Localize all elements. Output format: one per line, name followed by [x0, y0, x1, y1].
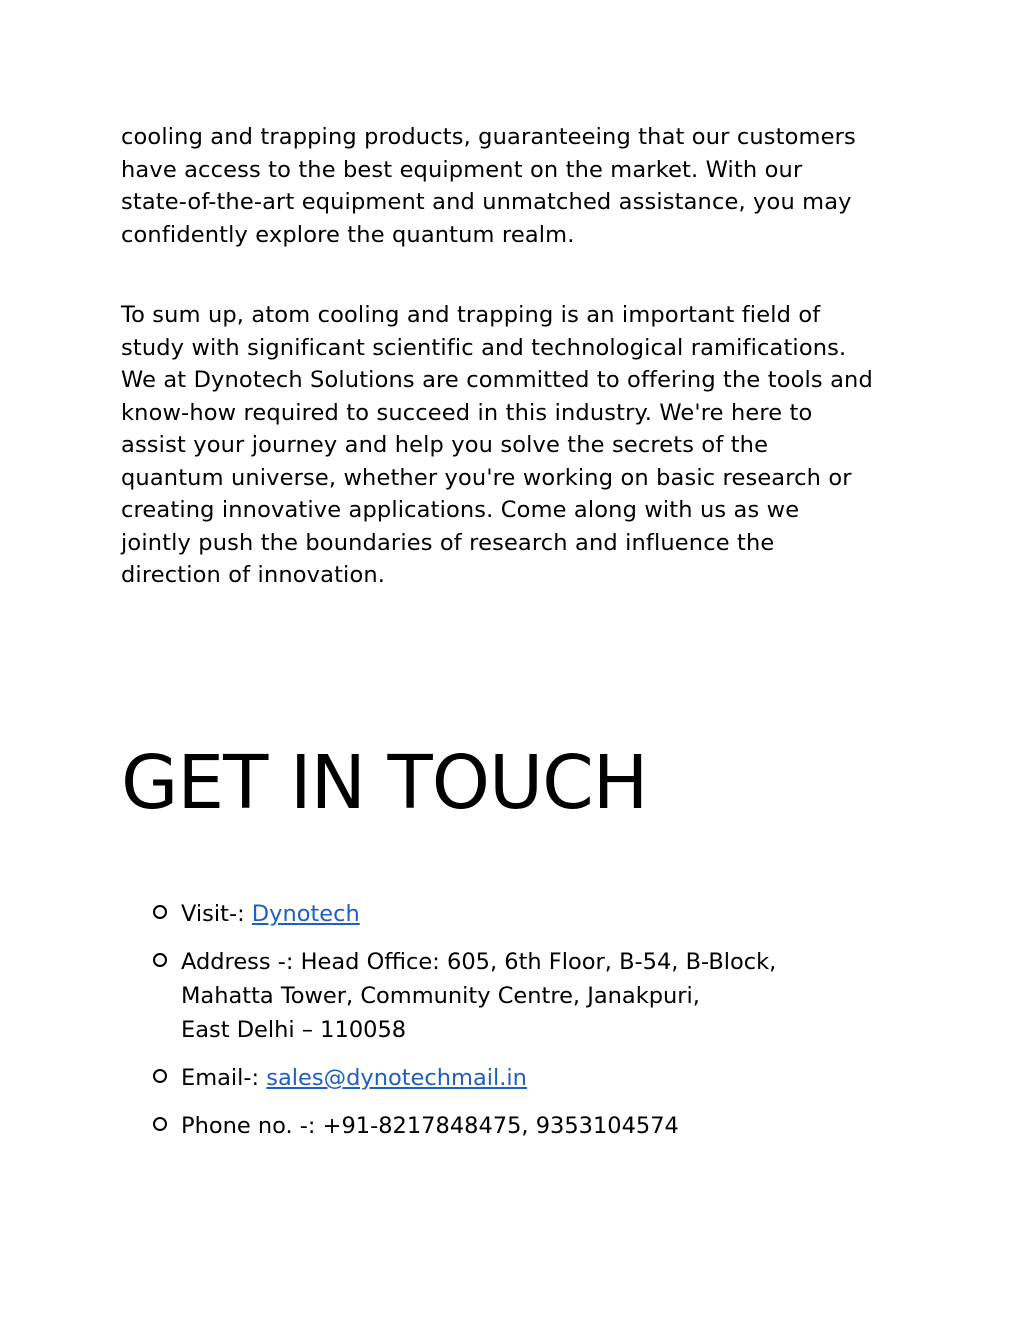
email-label: Email-: [181, 1065, 267, 1091]
address-line: Mahatta Tower, Community Centre, Janakpuri, [181, 983, 700, 1009]
email-row [181, 1061, 913, 1095]
paragraph-line: To sum up, atom cooling and trapping is an important field of [121, 302, 821, 328]
visit-label: Visit-: [181, 901, 252, 927]
address-line: East Delhi – 110058 [181, 1017, 407, 1043]
paragraph-line: We at Dynotech Solutions are committed to offering the tools and [121, 367, 873, 393]
contact-item-email [153, 1061, 913, 1095]
paragraph-line: assist your journey and help you solve the secrets of the [121, 432, 769, 458]
paragraph-line: quantum universe, whether you're working on basic research or [121, 464, 852, 491]
phone-text: Phone no. -: +91-8217848475, 9353104574 [181, 1113, 679, 1139]
paragraph-line: know-how required to succeed in this industry. We're here to [121, 399, 813, 426]
paragraph-products [121, 121, 921, 251]
circle-bullet-icon [153, 1117, 167, 1131]
circle-bullet-icon [153, 1069, 167, 1083]
paragraph-line: have access to the best equipment on the market. With our [121, 156, 803, 183]
paragraph-line: cooling and trapping products, guaranteeing that our customers [121, 124, 856, 150]
paragraph-summary [121, 299, 921, 592]
paragraph-line: confidently explore the quantum realm. [121, 221, 575, 248]
contact-item-phone [153, 1109, 913, 1143]
paragraph-line: study with significant scientific and technological ramifications. [121, 334, 847, 361]
paragraph-line: state-of-the-art equipment and unmatched assistance, you may [121, 189, 852, 215]
circle-bullet-icon [153, 953, 167, 967]
paragraph-line: direction of innovation. [121, 562, 386, 588]
paragraph-line: jointly push the boundaries of research and influence the [121, 529, 775, 556]
visit-row [181, 897, 913, 931]
contact-list [153, 897, 913, 1157]
dynotech-link[interactable]: Dynotech [251, 901, 360, 927]
circle-bullet-icon [153, 905, 167, 919]
email-link[interactable]: sales@dynotechmail.in [266, 1065, 527, 1091]
contact-item-visit [153, 897, 913, 931]
get-in-touch-heading: GET IN TOUCH [121, 740, 648, 826]
address-line: Address -: Head Office: 605, 6th Floor, B-54, B-Block, [181, 949, 777, 975]
paragraph-line: creating innovative applications. Come along with us as we [121, 497, 800, 523]
contact-item-address [153, 945, 913, 1047]
